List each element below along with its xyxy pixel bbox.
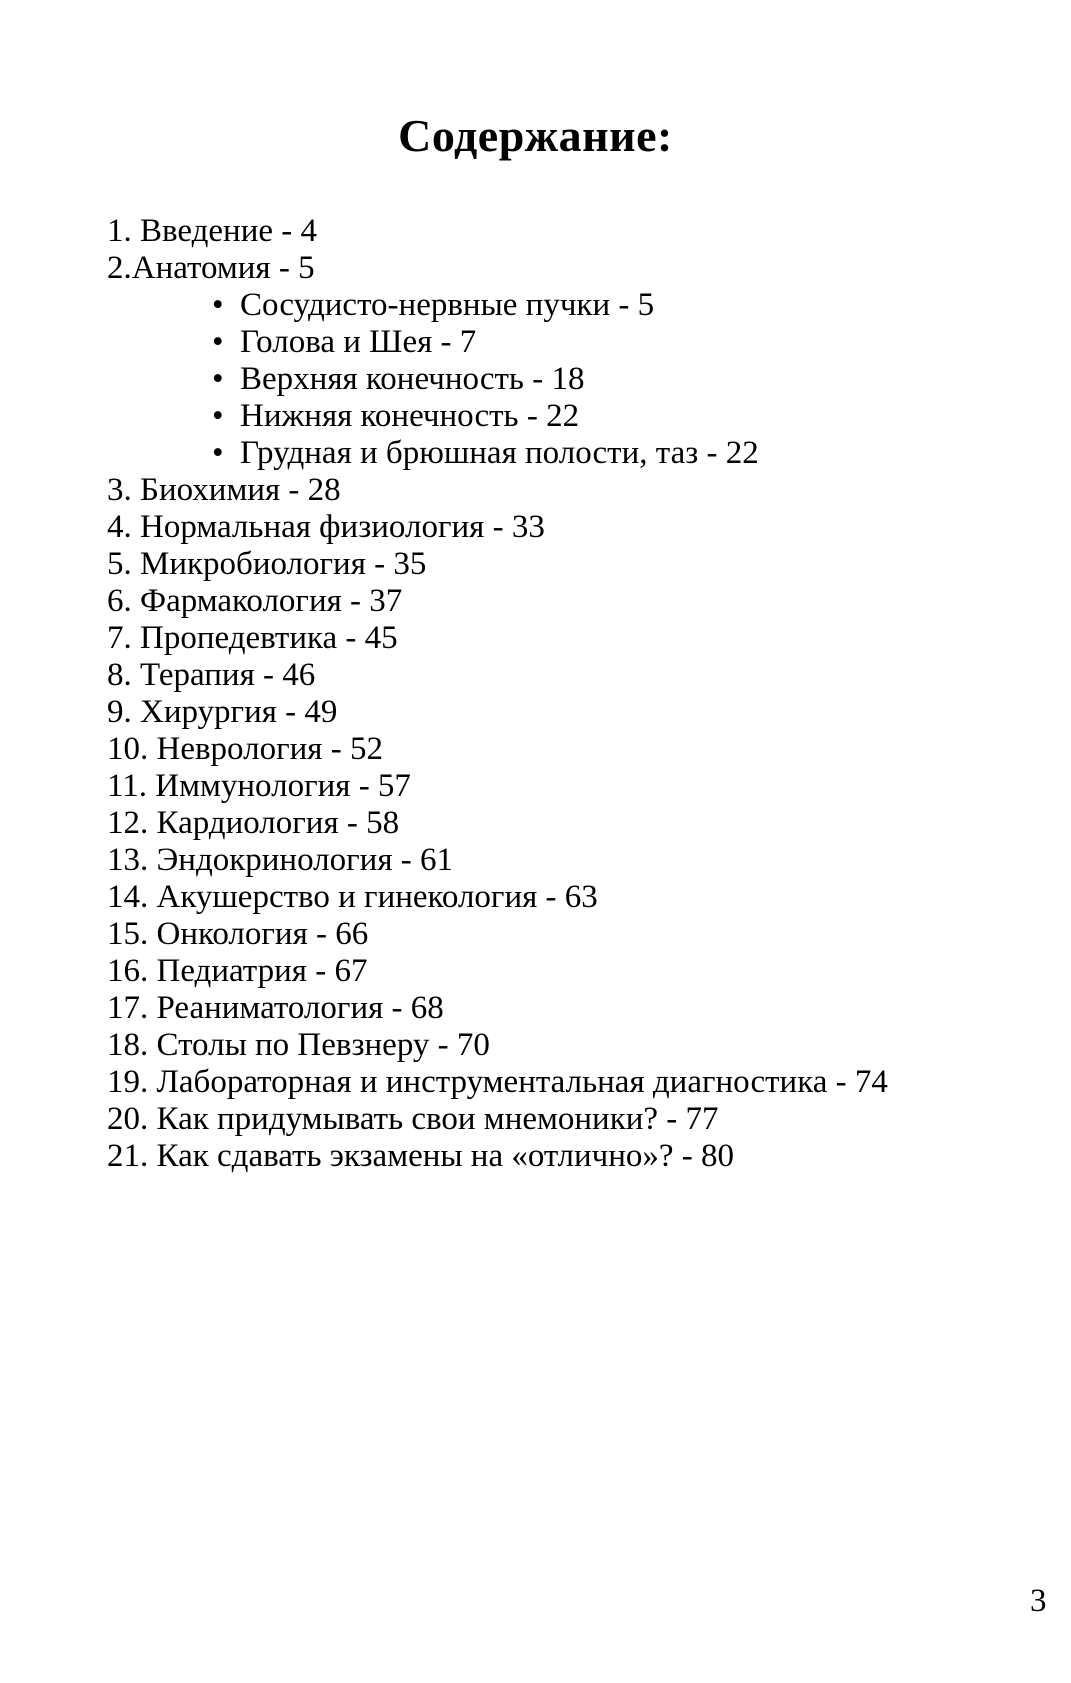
toc-entry-text: 9. Хирургия - 49 — [107, 694, 338, 730]
bullet-icon: • — [212, 398, 224, 434]
toc-entry-text: Верхняя конечность - 18 — [240, 361, 585, 397]
toc-entry-text: 14. Акушерство и гинекология - 63 — [107, 879, 598, 915]
bullet-icon: • — [212, 287, 224, 323]
toc-entry — [107, 768, 1031, 805]
toc-entry-text: 21. Как сдавать экзамены на «отлично»? - 80 — [107, 1138, 735, 1174]
toc-entry — [107, 842, 1031, 879]
toc-entry — [107, 694, 1031, 731]
toc-entry-text: 6. Фармакология - 37 — [107, 583, 403, 619]
bullet-icon: • — [212, 361, 224, 397]
toc-entry-text: 15. Онкология - 66 — [107, 916, 369, 952]
toc-entry-text: 5. Микробиология - 35 — [107, 546, 427, 582]
toc-entry — [107, 731, 1031, 768]
toc-entry-text: 3. Биохимия - 28 — [107, 472, 341, 508]
toc-entry — [107, 546, 1031, 583]
toc-entry — [107, 287, 1031, 324]
toc-entry — [107, 361, 1031, 398]
toc-entry-text: Голова и Шея - 7 — [240, 324, 477, 360]
toc-entry — [107, 879, 1031, 916]
toc-entry — [107, 953, 1031, 990]
table-of-contents — [107, 213, 1031, 1175]
toc-entry — [107, 1027, 1031, 1064]
toc-entry-text: Нижняя конечность - 22 — [240, 398, 580, 434]
toc-entry-text: 7. Пропедевтика - 45 — [107, 620, 398, 656]
toc-entry-text: 18. Столы по Певзнеру - 70 — [107, 1027, 490, 1063]
toc-entry-text: Грудная и брюшная полости, таз - 22 — [240, 435, 759, 471]
toc-entry-text: 12. Кардиология - 58 — [107, 805, 400, 841]
toc-entry-text: 20. Как придумывать свои мнемоники? - 77 — [107, 1101, 719, 1137]
toc-entry-text: 4. Нормальная физиология - 33 — [107, 509, 545, 545]
bullet-icon: • — [212, 435, 224, 471]
toc-entry — [107, 1138, 1031, 1175]
toc-entry-text: Сосудисто-нервные пучки - 5 — [240, 287, 655, 323]
toc-entry — [107, 1101, 1031, 1138]
toc-entry-text: 16. Педиатрия - 67 — [107, 953, 368, 989]
page-number: 3 — [1030, 1583, 1047, 1619]
bullet-icon: • — [212, 324, 224, 360]
toc-entry — [107, 916, 1031, 953]
toc-entry — [107, 990, 1031, 1027]
toc-entry — [107, 509, 1031, 546]
toc-entry — [107, 620, 1031, 657]
toc-entry — [107, 657, 1031, 694]
page-title: Содержание: — [398, 110, 673, 161]
toc-entry — [107, 805, 1031, 842]
toc-entry — [107, 250, 1031, 287]
toc-entry-text: 1. Введение - 4 — [107, 213, 318, 249]
toc-entry — [107, 1064, 1031, 1101]
toc-entry-text: 19. Лабораторная и инструментальная диагностика - 74 — [107, 1064, 888, 1100]
toc-entry-text: 13. Эндокринология - 61 — [107, 842, 453, 878]
toc-entry-text: 11. Иммунология - 57 — [107, 768, 411, 804]
toc-entry-text: 10. Неврология - 52 — [107, 731, 383, 767]
toc-entry-text: 17. Реаниматология - 68 — [107, 990, 444, 1026]
toc-entry — [107, 583, 1031, 620]
toc-entry — [107, 472, 1031, 509]
toc-entry — [107, 324, 1031, 361]
toc-entry — [107, 398, 1031, 435]
toc-entry-text: 8. Терапия - 46 — [107, 657, 316, 693]
toc-entry-text: 2.Анатомия - 5 — [107, 250, 315, 286]
toc-entry — [107, 213, 1031, 250]
toc-entry — [107, 435, 1031, 472]
